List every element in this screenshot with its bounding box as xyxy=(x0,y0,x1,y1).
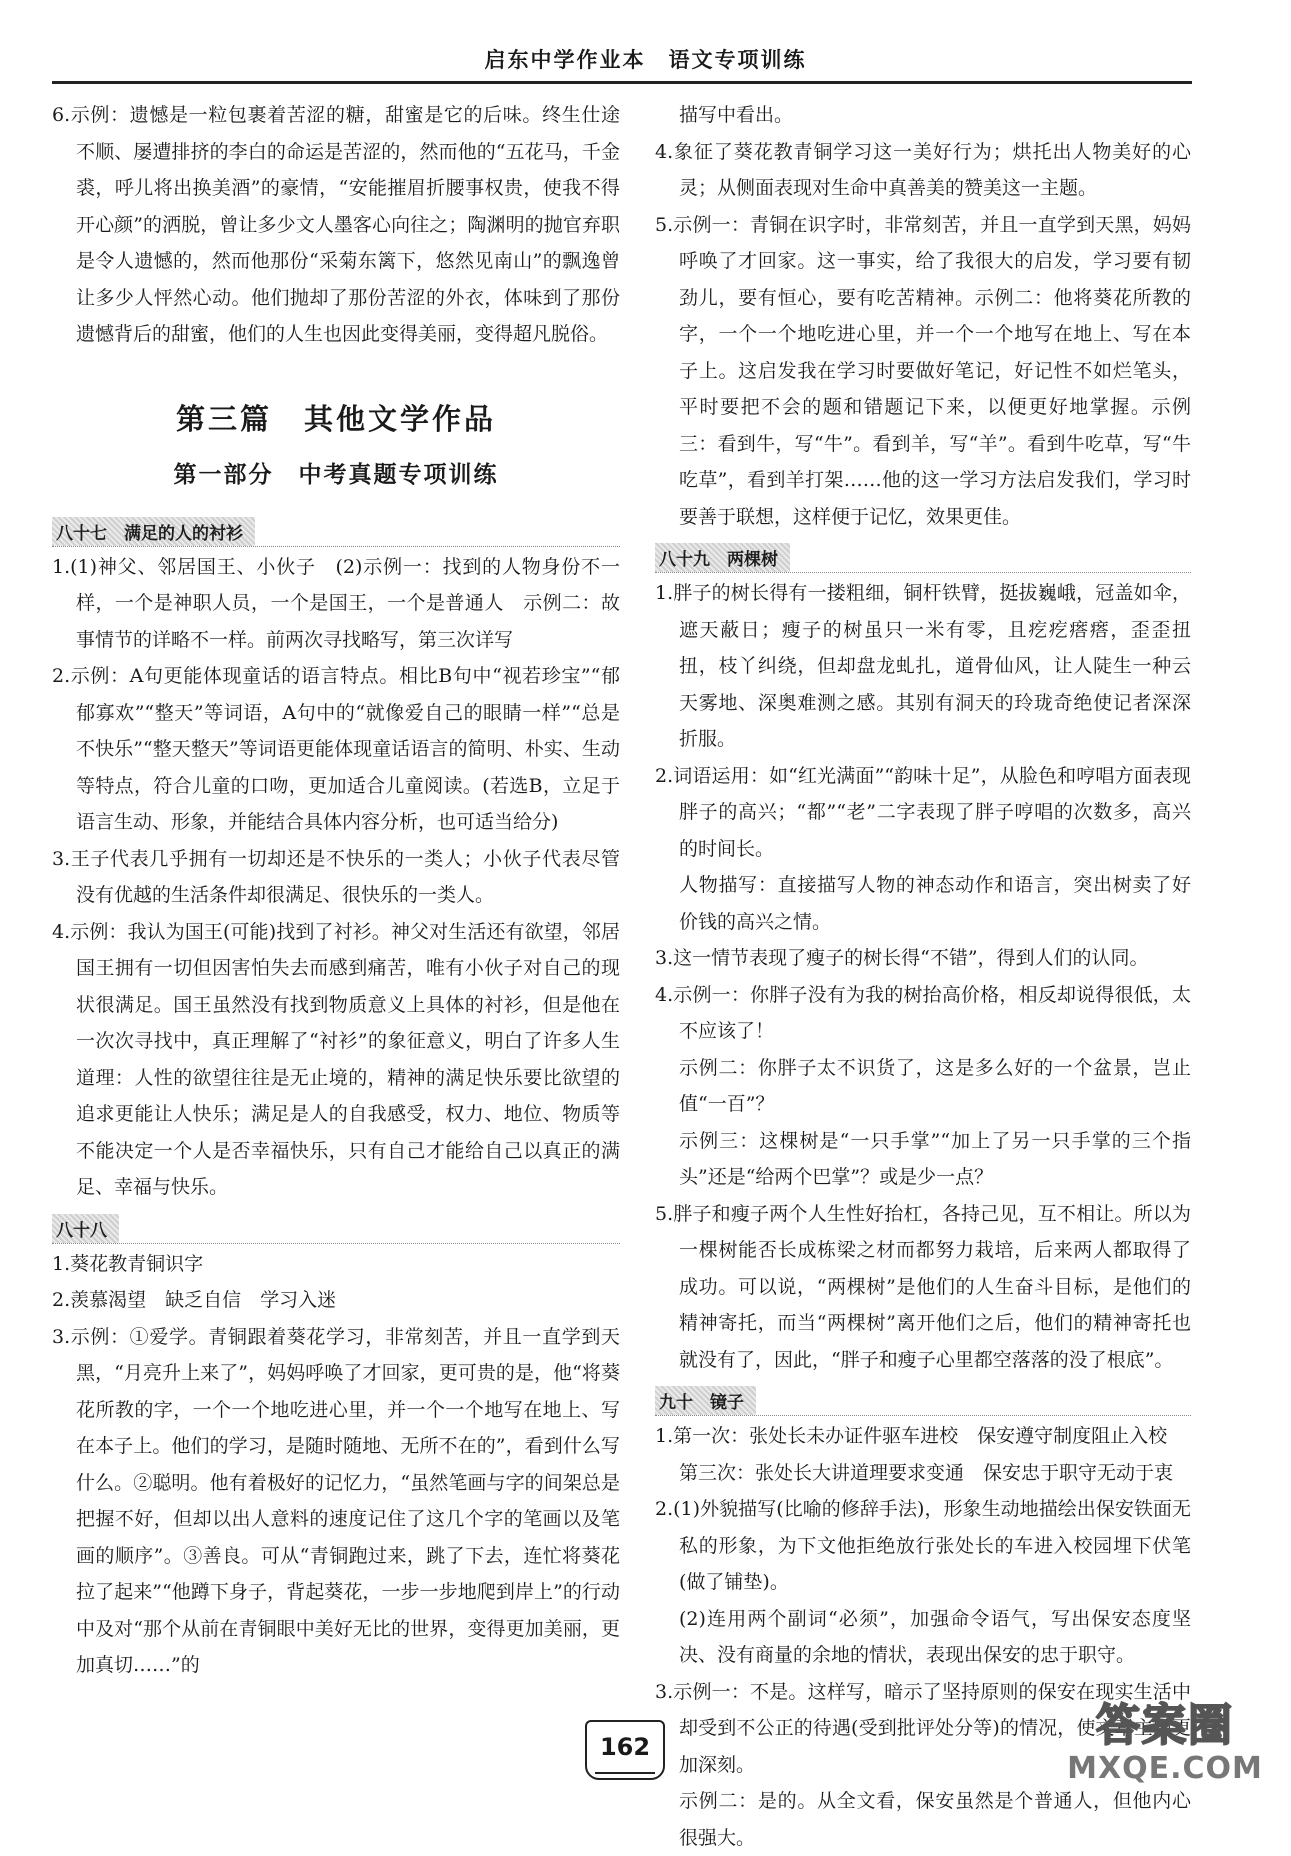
answer-item: 1.(1)神父、邻居国王、小伙子 (2)示例一：找到的人物身份不一样，一个是神职人员，一个是国王，一个是普通人 示例二：故事情节的详略不一样。前两次寻找略写，第三次详写 xyxy=(52,555,620,651)
answer-item: 2.羡慕渴望 缺乏自信 学习入迷 xyxy=(52,1289,337,1311)
answer-item: 2.示例：A句更能体现童话的语言特点。相比B句中“视若珍宝”“郁郁寡欢”“整天”等词语，A句中的“就像爱自己的眼睛一样”“总是不快乐”“整天整天”等词语更能体现童话语言的简明、朴实、生动等特点，符合儿童的口吻，更加适合儿童阅读。(若选B，立足于语言生动、形象，并能结合具体内容分析，也可适当给分) xyxy=(52,665,620,833)
part-title: 第三篇 其他文学作品 xyxy=(175,401,496,436)
answer-item: 2.词语运用：如“红光满面”“韵味十足”，从脸色和哼唱方面表现胖子的高兴；“都”“老”二字表现了胖子哼唱的次数多，高兴的时间长。 xyxy=(655,764,1191,860)
watermark-text: 答案圈 xyxy=(1096,1700,1234,1751)
section-rule xyxy=(655,1415,1191,1416)
answer-item: 5.胖子和瘦子两个人生性好抬杠，各持己见，互不相让。所以为一棵树能否长成栋梁之材而都努力栽培，后来两人都取得了成功。可以说，“两棵树”是他们的人生奋斗目标，是他们的精神寄托，而当“两棵树”离开他们之后，他们的精神寄托也就没有了，因此，“胖子和瘦子心里都空落落的没了根底”。 xyxy=(655,1202,1191,1371)
section-89-items xyxy=(655,575,1191,1378)
answer-item: 示例三：这棵树是“一只手掌”“加上了另一只手掌的三个指头”还是“给两个巴掌”？或是少一点？ xyxy=(679,1129,1191,1188)
answer-item: 1.胖子的树长得有一搂粗细，铜杆铁臂，挺拔巍峨，冠盖如伞，遮天蔽日；瘦子的树虽只一米有零，且疙疙瘩瘩，歪歪扭扭，枝丫纠绕，但却盘龙虬扎，道骨仙风，让人陡生一种云天雾地、深奥难测之感。其别有洞天的玲珑奇绝使记者深深折服。 xyxy=(655,582,1191,750)
answer-item: 4.示例一：你胖子没有为我的树抬高价格，相反却说得很低，太不应该了！ xyxy=(655,983,1191,1042)
answer-continuation: 描写中看出。 xyxy=(679,104,794,126)
section-90-items xyxy=(655,1418,1191,1856)
header-rule xyxy=(52,81,1192,84)
section-label: 八十七 满足的人的衬衫 xyxy=(52,517,255,546)
running-header: 启东中学作业本 语文专项训练 xyxy=(484,48,807,72)
answer-item: 1.葵花教青铜识字 xyxy=(52,1252,204,1275)
left-column xyxy=(52,97,620,1684)
answer-item: (2)连用两个副词“必须”，加强命令语气，写出保安态度坚决、没有商量的余地的情状，表现出保安的忠于职守。 xyxy=(679,1607,1191,1666)
section-rule xyxy=(52,1243,620,1244)
answer-item: 3.王子代表几乎拥有一切却还是不快乐的一类人；小伙子代表尽管没有优越的生活条件却很满足、很快乐的一类人。 xyxy=(52,847,620,906)
watermark-url: MXQE.COM xyxy=(1067,1751,1263,1786)
section-label: 九十 镜子 xyxy=(655,1386,756,1415)
section-label: 八十九 两棵树 xyxy=(655,543,790,572)
section-label: 八十八 xyxy=(52,1214,119,1243)
answer-item: 人物描写：直接描写人物的神态动作和语言，突出树卖了好价钱的高兴之情。 xyxy=(679,874,1191,933)
section-rule xyxy=(655,572,1191,573)
answer-item: 3.这一情节表现了瘦子的树长得“不错”，得到人们的认同。 xyxy=(655,947,1149,969)
page-number: 162 xyxy=(585,1720,665,1780)
right-column xyxy=(655,97,1191,1856)
answer-item: 示例二：你胖子太不识货了，这是多么好的一个盆景，岂止值“一百”？ xyxy=(679,1056,1191,1115)
watermark-logo xyxy=(1055,1700,1275,1790)
answer-item: 4.示例：我认为国王(可能)找到了衬衫。神父对生活还有欲望，邻居国王拥有一切但因害怕失去而感到痛苦，唯有小伙子对自己的现状很满足。国王虽然没有找到物质意义上具体的衬衫，但是他在一次次寻找中，真正理解了“衬衫”的象征意义，明白了许多人生道理：人性的欲望往往是无止境的，精神的满足快乐要比欲望的追求更能让人快乐；满足是人的自我感受，权力、地位、物质等不能决定一个人是否幸福快乐，只有自己才能给自己以真正的满足、幸福与快乐。 xyxy=(52,920,620,1198)
part-subtitle: 第一部分 中考真题专项训练 xyxy=(173,461,499,488)
answer-item: 1.第一次：张处长未办证件驱车进校 保安遵守制度阻止入校 xyxy=(655,1425,1168,1447)
answer-item: 3.示例：①爱学。青铜跟着葵花学习，非常刻苦，并且一直学到天黑，“月亮升上来了”，妈妈呼唤了才回家，更可贵的是，他“将葵花所教的字，一个一个地吃进心里，并一个一个地写在地上、写在本子上。他们的学习，是随时随地、无所不在的”，看到什么写什么。②聪明。他有着极好的记忆力，“虽然笔画与字的间架总是把握不好，但却以出人意料的速度记住了这几个字的笔画以及笔画的顺序”。③善良。可从“青铜跑过来，跳了下去，连忙将葵花拉了起来”“他蹲下身子，背起葵花，一步一步地爬到岸上”的行动中及对“那个从前在青铜眼中美好无比的世界，变得更加美丽，更加真切……”的 xyxy=(52,1325,620,1676)
section-header-88 xyxy=(52,1206,620,1246)
answer-item: 5.示例一：青铜在识字时，非常刻苦，并且一直学到天黑，妈妈呼唤了才回家。这一事实，给了我很大的启发，学习要有韧劲儿，要有恒心，要有吃苦精神。示例二：他将葵花所教的字，一个一个地吃进心里，并一个一个地写在地上、写在本子上。这启发我在学习时要做好笔记，好记性不如烂笔头，平时要把不会的题和错题记下来，以便更好地掌握。示例三：看到牛，写“牛”。看到羊，写“羊”。看到牛吃草，写“牛吃草”，看到羊打架……他的这一学习方法启发我们，学习时要善于联想，这样便于记忆，效果更佳。 xyxy=(655,213,1191,528)
section-header-90 xyxy=(655,1378,1191,1418)
section-header-87 xyxy=(52,509,620,549)
answer-item: 3.示例一：不是。这样写，暗示了坚持原则的保安在现实生活中却受到不公正的待遇(受到批评处分等)的情况，使文章主题更加深刻。 xyxy=(655,1680,1191,1776)
answer-item: 示例二：是的。从全文看，保安虽然是个普通人，但他内心很强大。 xyxy=(679,1790,1191,1849)
answer-item: 4.象征了葵花教青铜学习这一美好行为；烘托出人物美好的心灵；从侧面表现对生命中真善美的赞美这一主题。 xyxy=(655,140,1191,199)
section-rule xyxy=(52,546,620,547)
answer-item: 2.(1)外貌描写(比喻的修辞手法)，形象生动地描绘出保安铁面无私的形象，为下文他拒绝放行张处长的车进入校园埋下伏笔(做了铺垫)。 xyxy=(655,1498,1191,1593)
answer-item: 第三次：张处长大讲道理要求变通 保安忠于职守无动于衷 xyxy=(679,1461,1174,1484)
answer-item: 6.示例：遗憾是一粒包裹着苦涩的糖，甜蜜是它的后味。终生仕途不顺、屡遭排挤的李白的命运是苦涩的，然而他的“五花马，千金裘，呼儿将出换美酒”的豪情，“安能摧眉折腰事权贵，使我不得开心颜”的洒脱，曾让多少文人墨客心向往之；陶渊明的抛官弃职是令人遗憾的，然而他那份“采菊东篱下，悠然见南山”的飘逸曾让多少人怦然心动。他们抛却了那份苦涩的外衣，体味到了那份遗憾背后的甜蜜，他们的人生也因此变得美丽，变得超凡脱俗。 xyxy=(52,104,620,345)
section-header-89 xyxy=(655,535,1191,575)
